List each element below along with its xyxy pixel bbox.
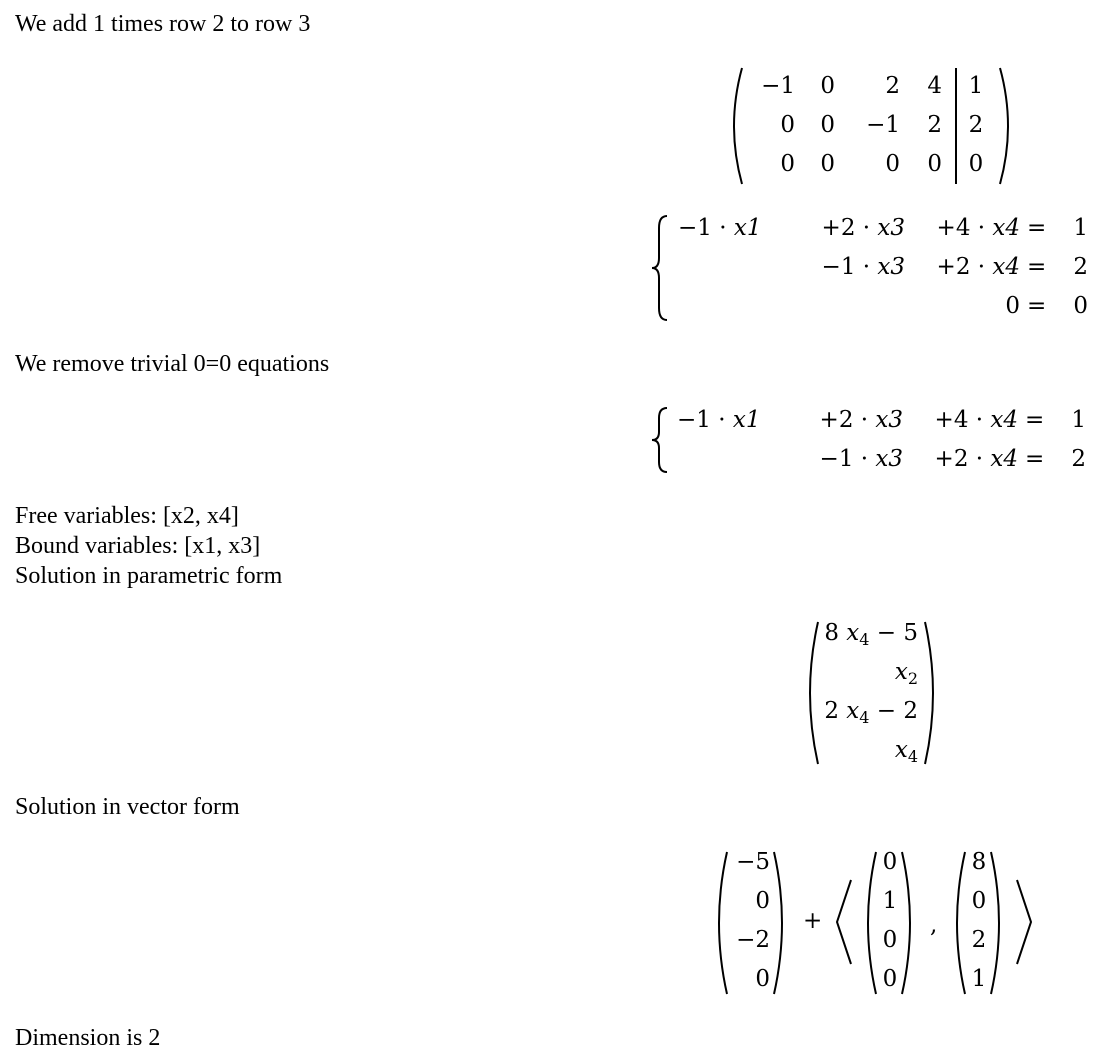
span-vector-2-entry: 2 [971,927,987,953]
vector-entry: $x_4$ [894,737,918,766]
plus-sign: + [803,908,823,934]
matrix-cell: 2 [968,112,984,138]
span-vector-1-entry: 0 [882,966,898,992]
remove-trivial-text: We remove trivial 0=0 equations [15,351,330,377]
vector-form-heading: Solution in vector form [15,794,240,820]
right-paren [772,850,792,996]
x3-term: −1 · x3 [821,254,905,280]
x4-term: +4 · x4 [934,407,1018,433]
parametric-form-heading: Solution in parametric form [15,563,283,589]
equals-sign: = [1027,215,1047,241]
matrix-cell: 4 [927,73,942,99]
rhs-value: 1 [1071,407,1086,433]
augment-divider [955,68,957,184]
equals-sign: = [1027,293,1047,319]
equals-sign: = [1025,407,1045,433]
equals-sign: = [1027,254,1047,280]
span-vector-1-entry: 0 [882,927,898,953]
particular-entry: −2 [736,927,770,953]
matrix-cell: −1 [866,112,900,138]
step-description: We add 1 times row 2 to row 3 [15,11,311,37]
x1-term: −1 · x1 [678,215,762,241]
matrix-cell: 0 [927,151,942,177]
matrix-cell: 2 [927,112,942,138]
rhs-value: 0 [1073,293,1088,319]
vector-entry: 8 $x_4 - 5$ [824,620,918,649]
rhs-value: 1 [1073,215,1088,241]
span-vector-1-entry: 0 [882,849,898,875]
right-angle-bracket [1014,878,1034,966]
rhs-value: 2 [1073,254,1088,280]
right-paren [923,620,943,766]
x4-term: +4 · x4 [936,215,1020,241]
x3-term: −1 · x3 [819,446,903,472]
vector-entry: 2 $x_4 - 2$ [824,698,918,727]
left-angle-bracket [834,878,854,966]
dimension-text: Dimension is 2 [15,1025,161,1051]
matrix-cell: 1 [968,73,984,99]
right-paren [998,66,1018,186]
matrix-cell: 0 [780,112,795,138]
particular-entry: 0 [755,966,770,992]
bound-variables-text: Bound variables: [x1, x3] [15,533,261,559]
matrix-cell: 2 [885,73,900,99]
matrix-cell: 0 [820,112,835,138]
matrix-cell: 0 [968,151,984,177]
span-vector-2-entry: 1 [971,966,987,992]
matrix-cell: 0 [885,151,900,177]
comma: , [930,912,938,938]
x1-term: −1 · x1 [677,407,761,433]
left-paren [726,66,746,186]
x4-term: +2 · x4 [934,446,1018,472]
matrix-cell: 0 [820,73,835,99]
span-vector-2-entry: 8 [971,849,987,875]
x4-term: 0 [1005,293,1020,319]
x3-term: +2 · x3 [821,215,905,241]
particular-entry: 0 [755,888,770,914]
left-brace [650,214,670,322]
matrix-cell: −1 [761,73,795,99]
x3-term: +2 · x3 [819,407,903,433]
particular-entry: −5 [736,849,770,875]
x4-term: +2 · x4 [936,254,1020,280]
equals-sign: = [1025,446,1045,472]
left-brace [650,406,670,474]
rhs-value: 2 [1071,446,1086,472]
matrix-cell: 0 [780,151,795,177]
vector-entry: $x_2$ [894,659,918,688]
free-variables-text: Free variables: [x2, x4] [15,503,239,529]
matrix-cell: 0 [820,151,835,177]
span-vector-2-entry: 0 [971,888,987,914]
span-vector-1-entry: 1 [882,888,898,914]
